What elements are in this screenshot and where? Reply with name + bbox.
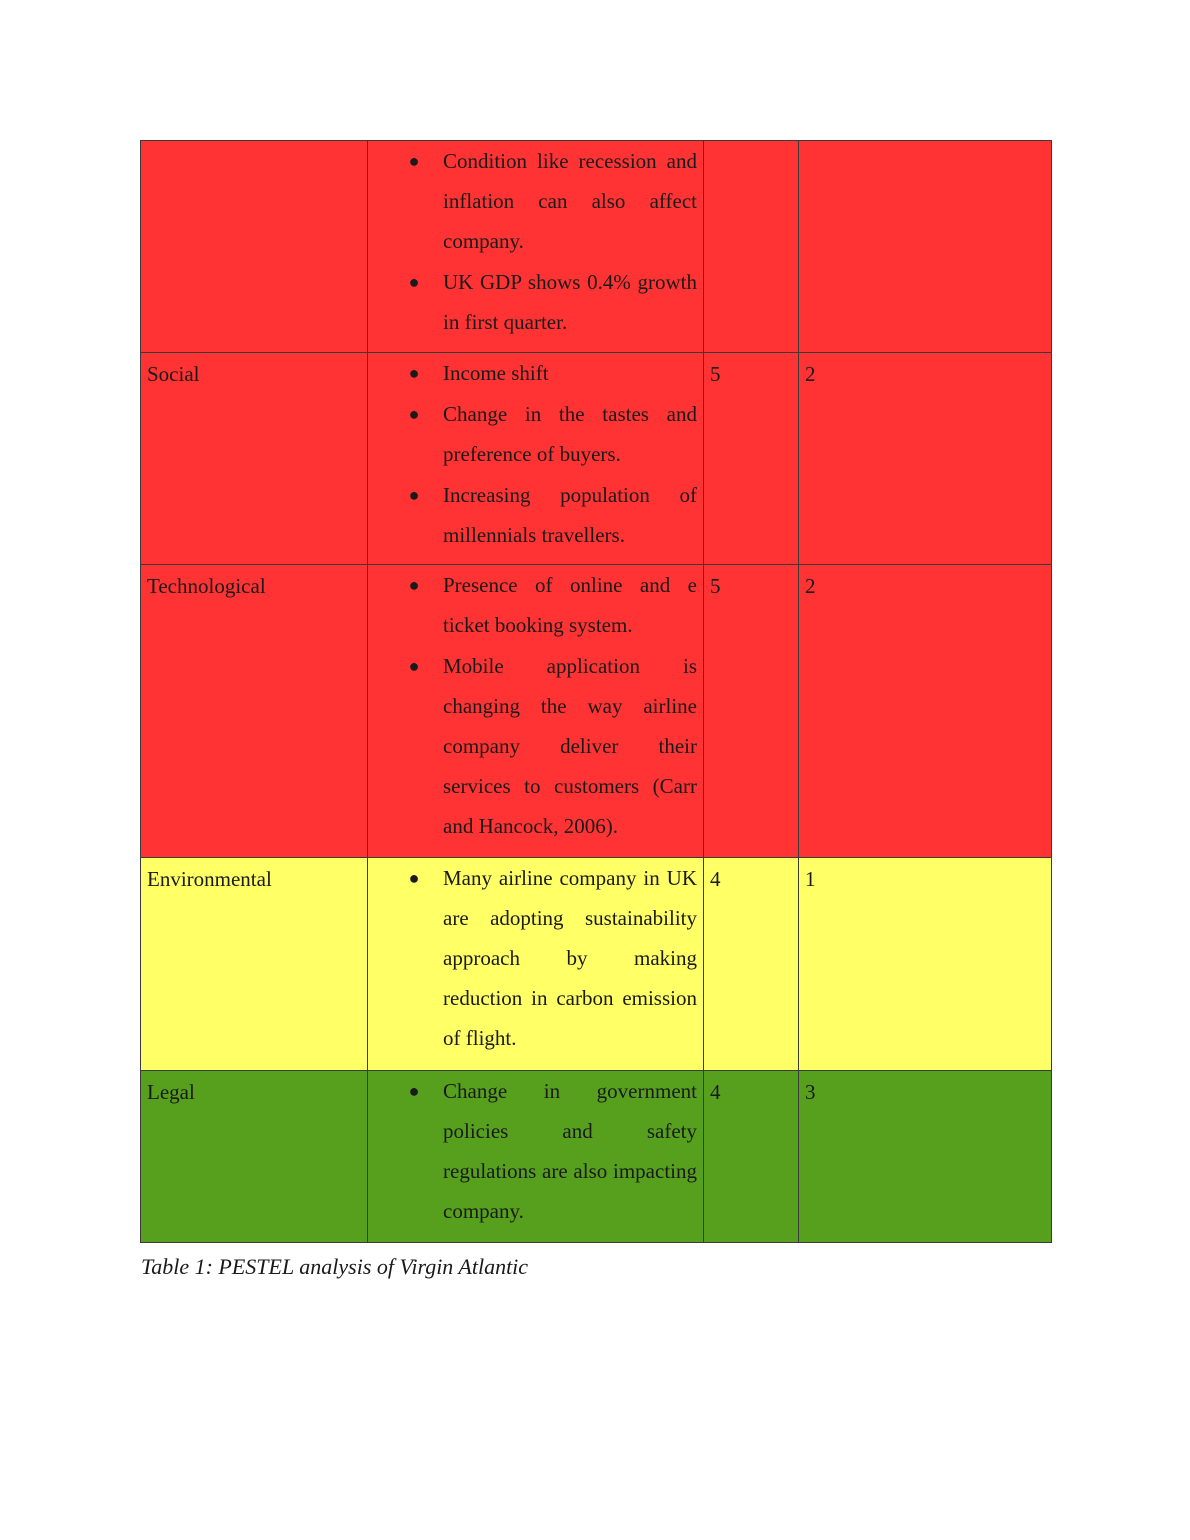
factor-cell — [141, 565, 368, 858]
impact-value: 4 — [710, 867, 721, 891]
point-text: Mobile application is changing the way airline company deliver their services to customers (Carr and Hancock, 2006). — [443, 654, 697, 838]
impact-cell — [704, 565, 799, 858]
points-cell — [368, 353, 704, 565]
bullet-dot-icon: ● — [408, 575, 420, 595]
points-list — [368, 353, 703, 555]
point-text: Change in government policies and safety regulations are also impacting company. — [443, 1079, 697, 1223]
impact-cell — [704, 858, 799, 1071]
list-item — [368, 141, 697, 261]
point-text: Income shift — [443, 361, 549, 385]
table-row — [141, 1071, 1052, 1243]
points-cell — [368, 565, 704, 858]
list-item — [368, 858, 697, 1058]
table-row — [141, 141, 1052, 353]
score-value: 3 — [805, 1080, 816, 1104]
points-cell — [368, 858, 704, 1071]
bullet-dot-icon: ● — [408, 868, 420, 888]
list-item — [368, 1071, 697, 1231]
points-cell — [368, 1071, 704, 1243]
point-text: UK GDP shows 0.4% growth in first quarter. — [443, 270, 697, 334]
point-text: Increasing population of millennials travellers. — [443, 483, 697, 547]
bullet-dot-icon: ● — [408, 404, 420, 424]
table-row — [141, 565, 1052, 858]
point-text: Change in the tastes and preference of buyers. — [443, 402, 697, 466]
bullet-dot-icon: ● — [408, 656, 420, 676]
list-item — [368, 646, 697, 846]
impact-cell — [704, 1071, 799, 1243]
impact-value: 4 — [710, 1080, 721, 1104]
score-cell — [799, 565, 1052, 858]
list-item — [368, 353, 697, 393]
bullet-dot-icon: ● — [408, 485, 420, 505]
factor-cell — [141, 858, 368, 1071]
bullet-dot-icon: ● — [408, 1081, 420, 1101]
score-value: 2 — [805, 362, 816, 386]
impact-value: 5 — [710, 574, 721, 598]
factor-cell — [141, 1071, 368, 1243]
score-value: 1 — [805, 867, 816, 891]
factor-label: Environmental — [147, 867, 272, 891]
point-text: Many airline company in UK are adopting sustainability approach by making reduction in carbon emission of flight. — [443, 866, 697, 1050]
bullet-dot-icon: ● — [408, 272, 420, 292]
list-item — [368, 475, 697, 555]
factor-cell — [141, 353, 368, 565]
point-text: Condition like recession and inflation can also affect company. — [443, 149, 697, 253]
score-cell — [799, 141, 1052, 353]
point-text: Presence of online and e ticket booking system. — [443, 573, 697, 637]
impact-cell — [704, 141, 799, 353]
points-list — [368, 1071, 703, 1231]
factor-cell — [141, 141, 368, 353]
table-row — [141, 353, 1052, 565]
factor-label: Technological — [147, 574, 266, 598]
impact-value: 5 — [710, 362, 721, 386]
bullet-dot-icon: ● — [408, 151, 420, 171]
list-item — [368, 565, 697, 645]
factor-label: Social — [147, 362, 200, 386]
factor-label: Legal — [147, 1080, 195, 1104]
score-cell — [799, 858, 1052, 1071]
factor-label — [141, 141, 367, 152]
score-value: 2 — [805, 574, 816, 598]
impact-cell — [704, 353, 799, 565]
table-row — [141, 858, 1052, 1071]
score-cell — [799, 1071, 1052, 1243]
points-list — [368, 565, 703, 846]
points-cell — [368, 141, 704, 353]
impact-value — [704, 141, 798, 152]
bullet-dot-icon: ● — [408, 363, 420, 383]
table-caption: Table 1: PESTEL analysis of Virgin Atlantic — [141, 1254, 529, 1279]
score-value — [799, 141, 1051, 152]
pestel-table — [140, 140, 1052, 1243]
points-list — [368, 858, 703, 1058]
list-item — [368, 262, 697, 342]
points-list — [368, 141, 703, 342]
score-cell — [799, 353, 1052, 565]
list-item — [368, 394, 697, 474]
